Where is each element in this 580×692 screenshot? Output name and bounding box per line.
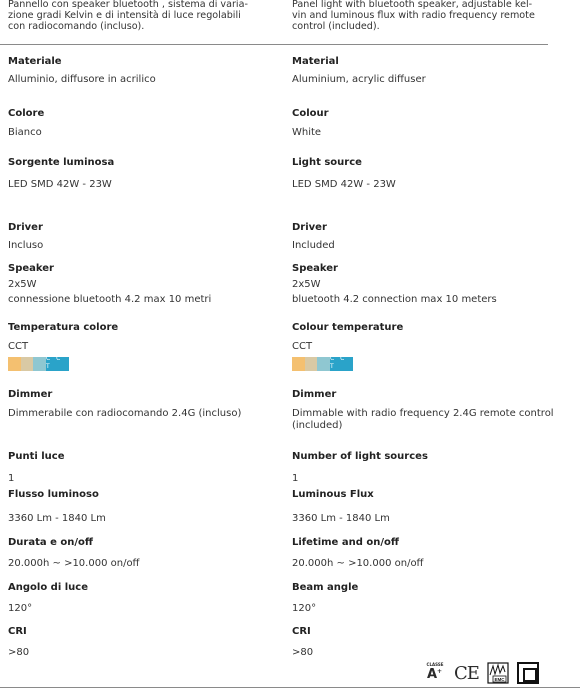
spec-value: Dimmerabile con radiocomando 2.4G (incluso)	[8, 408, 242, 419]
spec-heading: Colore	[8, 108, 45, 119]
spec-heading: Dimmer	[8, 389, 53, 400]
spec-heading: Sorgente luminosa	[8, 157, 115, 168]
spec-value: LED SMD 42W - 23W	[8, 179, 112, 190]
spec-value: (included)	[292, 420, 343, 431]
spec-value: Aluminium, acrylic diffuser	[292, 74, 426, 85]
intro-line: Pannello con speaker bluetooth , sistema di varia-	[8, 0, 248, 10]
spec-heading: Driver	[292, 222, 327, 233]
spec-heading: Punti luce	[8, 451, 65, 462]
double-insulation-icon	[517, 662, 539, 684]
spec-value: 1	[8, 473, 15, 484]
spec-heading: Dimmer	[292, 389, 337, 400]
spec-value: >80	[292, 647, 314, 658]
energy-class-icon	[424, 662, 446, 684]
spec-value: 3360 Lm - 1840 Lm	[8, 513, 106, 524]
spec-heading: Speaker	[8, 263, 54, 274]
spec-value: 3360 Lm - 1840 Lm	[292, 513, 390, 524]
spec-value: LED SMD 42W - 23W	[292, 179, 396, 190]
spec-value: Bianco	[8, 127, 42, 138]
spec-heading: Number of light sources	[292, 451, 428, 462]
spec-heading: Colour	[292, 108, 329, 119]
spec-value: 1	[292, 473, 299, 484]
spec-value: Included	[292, 240, 335, 251]
intro-english	[292, 0, 562, 32]
spec-value: 120°	[8, 603, 33, 614]
spec-heading: Speaker	[292, 263, 338, 274]
energy-class-caption: CLASSE	[426, 662, 444, 667]
ce-mark-icon: CE	[454, 663, 479, 684]
certification-marks	[424, 658, 539, 684]
spec-value: CCT	[8, 341, 29, 352]
spec-heading: Beam angle	[292, 582, 359, 593]
intro-line: zione gradi Kelvin e di intensità di luce regolabili	[8, 9, 241, 21]
spec-heading: Luminous Flux	[292, 489, 374, 500]
energy-class-letter: A	[427, 667, 438, 682]
spec-heading: Angolo di luce	[8, 582, 88, 593]
intro-line: Panel light with bluetooth speaker, adjustable kel-	[292, 0, 533, 10]
spec-value: 120°	[292, 603, 317, 614]
energy-class-plus: +	[437, 668, 443, 675]
spec-heading: Flusso luminoso	[8, 489, 99, 500]
emc-icon	[487, 662, 509, 684]
spec-heading: Driver	[8, 222, 43, 233]
spec-heading: Material	[292, 56, 339, 67]
intro-line: control (included).	[292, 20, 380, 32]
spec-heading: CRI	[8, 626, 27, 637]
spec-heading: Light source	[292, 157, 362, 168]
spec-heading: Lifetime and on/off	[292, 537, 399, 548]
emc-label: EMC	[494, 677, 505, 682]
spec-value: Alluminio, diffusore in acrilico	[8, 74, 156, 85]
cct-swatch-label: C C T	[46, 357, 69, 371]
intro-line: con radiocomando (incluso).	[8, 20, 145, 32]
spec-heading: CRI	[292, 626, 311, 637]
spec-value: CCT	[292, 341, 313, 352]
intro-line: vin and luminous flux with radio frequency remote	[292, 9, 535, 21]
bottom-divider	[0, 687, 580, 688]
spec-value: bluetooth 4.2 connection max 10 meters	[292, 294, 497, 305]
intro-italian	[8, 0, 270, 32]
top-divider	[0, 44, 548, 45]
spec-heading: Materiale	[8, 56, 62, 67]
spec-value: 2x5W	[8, 279, 37, 290]
spec-value: 20.000h ~ >10.000 on/off	[8, 558, 140, 569]
spec-heading: Durata e on/off	[8, 537, 93, 548]
spec-heading: Colour temperature	[292, 322, 404, 333]
spec-value: White	[292, 127, 322, 138]
cct-color-swatch	[292, 357, 353, 371]
spec-value: connessione bluetooth 4.2 max 10 metri	[8, 294, 212, 305]
spec-value: >80	[8, 647, 30, 658]
cct-color-swatch	[8, 357, 69, 371]
spec-value: 20.000h ~ >10.000 on/off	[292, 558, 424, 569]
spec-value: Dimmable with radio frequency 2.4G remote control	[292, 408, 554, 419]
spec-value: Incluso	[8, 240, 44, 251]
spec-heading: Temperatura colore	[8, 322, 119, 333]
spec-value: 2x5W	[292, 279, 321, 290]
cct-swatch-label: C C T	[330, 357, 353, 371]
